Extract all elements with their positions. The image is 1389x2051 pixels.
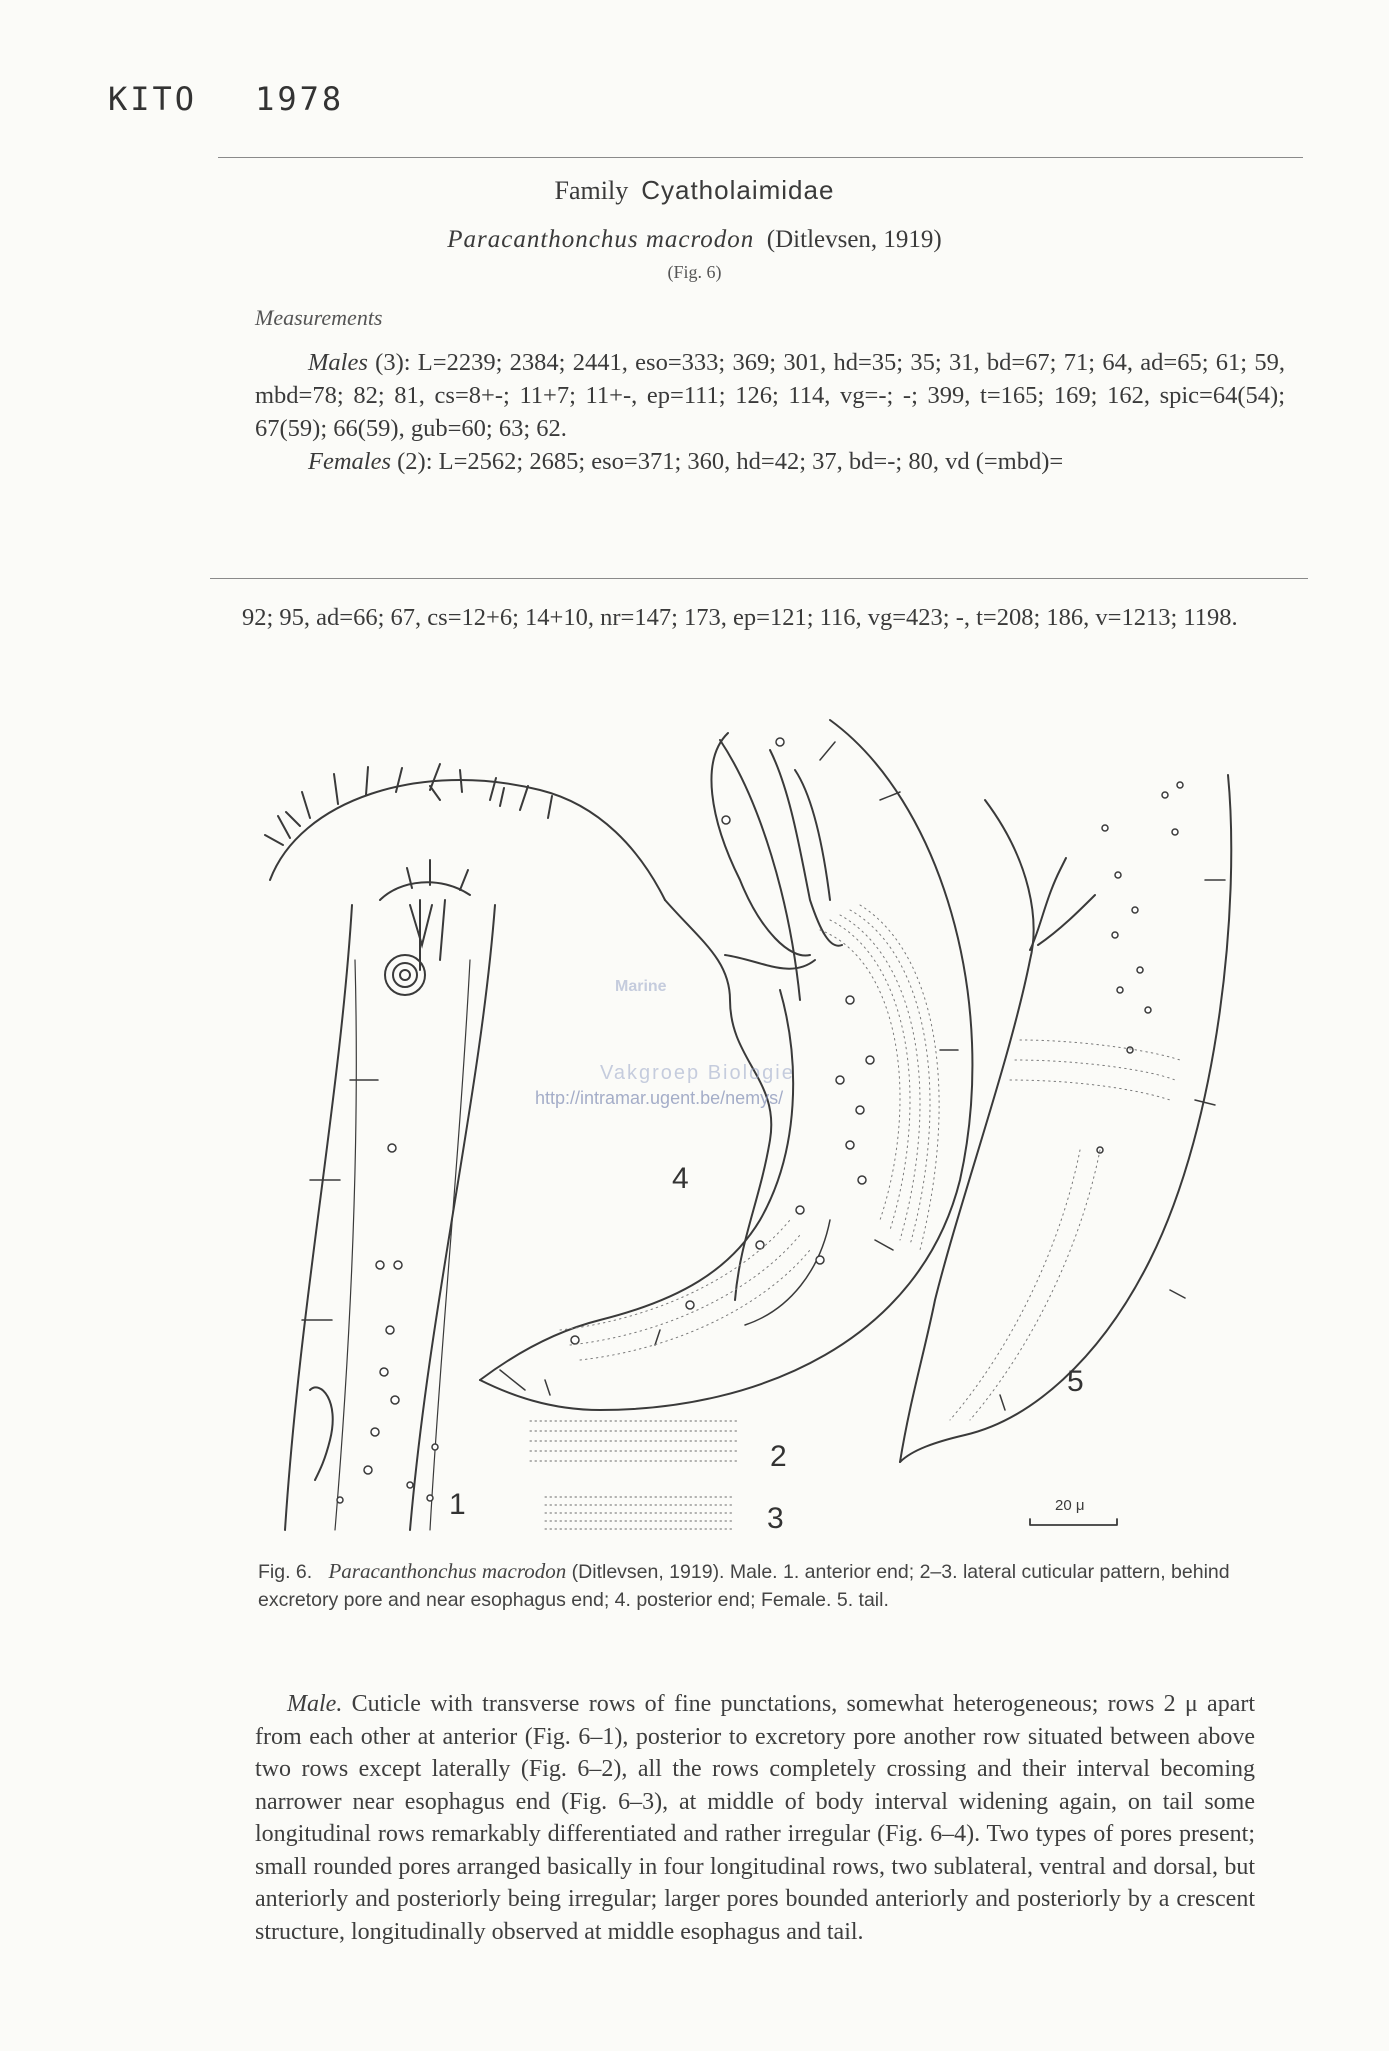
watermark-line2: Vakgroep Biologie (600, 1062, 795, 1084)
body-text: Cuticle with transverse rows of fine punctations, somewhat heterogeneous; rows 2 μ apart from each other at anterior (Fig. 6–1), posterior to excretory pore another row situated between above two rows except laterally (Fig. 6–2), all the rows completely crossing and their interval becoming narrower near esophagus end (Fig. 6–3), at middle of body interval widening again, on tail some longitudinal rows remarkably differentiated and rather irregular (Fig. 6–4). Two types of pores present; small rounded pores arranged basically in four longitudinal rows, two sublateral, ventral and dorsal, but anteriorly and posteriorly being irregular; larger pores bounded anteriorly and posteriorly by a crescent structure, longitudinally observed at middle esophagus and tail. (255, 1691, 1256, 1945)
caption-text: (Ditlevsen, 1919). Male. 1. anterior end; 2–3. lateral cuticular pattern, behind excretory pore and near esophagus end; 4. posterior end; Female. 5. tail. (258, 1561, 1230, 1611)
males-label: Males (308, 349, 368, 376)
panel-5-punctation-rows (950, 1040, 1180, 1420)
females-label: Females (308, 448, 391, 475)
species-name: Paracanthonchus macrodon (447, 226, 755, 253)
species-authority: (Ditlevsen, 1919) (766, 226, 942, 253)
panel-4-punctation-rows (560, 905, 939, 1360)
panel-label-4: 4 (672, 1162, 689, 1195)
family-name: Cyatholaimidae (641, 175, 835, 205)
panel-2-cuticle-pattern (530, 1421, 740, 1461)
panel-label-5: 5 (1067, 1365, 1084, 1398)
panel-5-female-tail (900, 775, 1231, 1462)
measurements-continued: 92; 95, ad=66; 67, cs=12+6; 14+10, nr=147; 173, ep=121; 116, vg=423; -, t=208; 186, v=1213; 1198. (242, 604, 1238, 631)
scale-bar-label: 20 μ (1055, 1497, 1085, 1514)
species-fig-ref: (Fig. 6) (667, 262, 722, 282)
header-year: 1978 (255, 80, 345, 118)
family-line: Family Cyatholaimidae (554, 175, 835, 205)
watermark-url: http://intramar.ugent.be/nemys/ (535, 1088, 784, 1108)
figure-caption (258, 1557, 1238, 1614)
body-paragraph (255, 1688, 1255, 1948)
body-lead: Male. (287, 1691, 343, 1717)
header-author: KITO (108, 80, 198, 118)
panel-3-cuticle-pattern (545, 1497, 735, 1529)
panel-4-pores (571, 738, 874, 1344)
watermark-line1: Marine (615, 978, 667, 995)
panel-label-3: 3 (767, 1502, 784, 1535)
females-text: (2): L=2562; 2685; eso=371; 360, hd=42; 37, bd=-; 80, vd (=mbd)= (397, 448, 1064, 475)
panel-1-pores (337, 1144, 438, 1503)
caption-species: Paracanthonchus macrodon (328, 1559, 567, 1583)
panel-1-anterior-end (265, 764, 665, 1530)
panel-label-2: 2 (770, 1440, 787, 1473)
males-text: (3): L=2239; 2384; 2441, eso=333; 369; 301, hd=35; 35; 31, bd=67; 71; 64, ad=65; 61; 59, mbd=78; 82; 81, cs=8+-; 11+7; 11+-, ep=111; 126; 114, vg=-; -; 399, t=165; 169; 162, spic=64(54); 67(59); 66(59), gub=60; 63; 62. (255, 349, 1285, 442)
measurements-heading: Measurements (255, 305, 383, 330)
panel-label-1: 1 (449, 1488, 466, 1521)
panel-5-pores (1097, 782, 1183, 1153)
caption-fig: Fig. 6. (258, 1561, 313, 1583)
scale-bar-line (1030, 1519, 1117, 1525)
